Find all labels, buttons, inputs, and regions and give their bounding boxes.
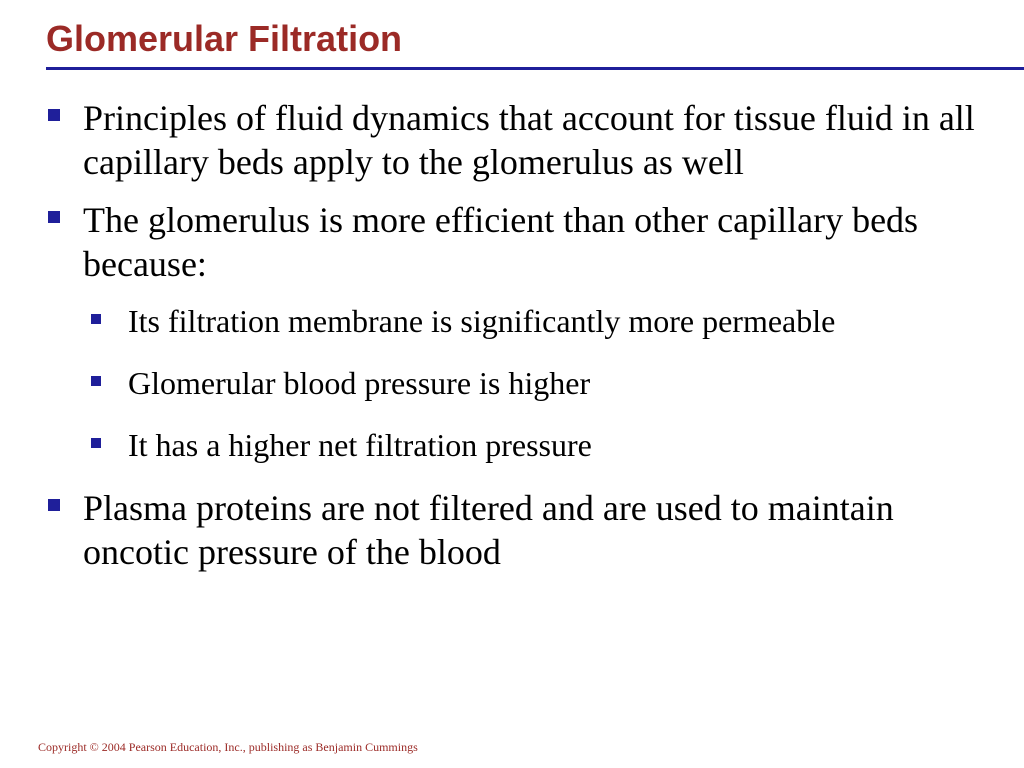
bullet-item-3 [46, 486, 1006, 574]
square-bullet-icon [48, 109, 60, 121]
sub-bullet-text: Its filtration membrane is significantly more permeable [128, 303, 836, 339]
square-bullet-icon [91, 376, 101, 386]
bullet-text: Principles of fluid dynamics that account for tissue fluid in all capillary beds apply to the glomerulus as well [83, 98, 975, 182]
sub-bullet-text: Glomerular blood pressure is higher [128, 365, 591, 401]
bullet-item-1 [46, 96, 1006, 184]
bullet-text: Plasma proteins are not filtered and are used to maintain oncotic pressure of the blood [83, 488, 894, 572]
title-divider [46, 67, 1024, 70]
bullet-item-2 [46, 198, 1006, 286]
bullet-text: The glomerulus is more efficient than other capillary beds because: [83, 200, 919, 284]
square-bullet-icon [48, 211, 60, 223]
sub-bullet-text: It has a higher net filtration pressure [128, 427, 592, 463]
sub-bullet-item-1 [91, 300, 1006, 342]
sub-bullet-item-2 [91, 362, 1006, 404]
square-bullet-icon [91, 438, 101, 448]
sub-bullet-item-3 [91, 424, 1006, 466]
square-bullet-icon [48, 499, 60, 511]
bullet-list [46, 96, 1006, 588]
copyright-footer: Copyright © 2004 Pearson Education, Inc., publishing as Benjamin Cummings [38, 740, 418, 754]
square-bullet-icon [91, 314, 101, 324]
slide-title: Glomerular Filtration [46, 18, 403, 59]
